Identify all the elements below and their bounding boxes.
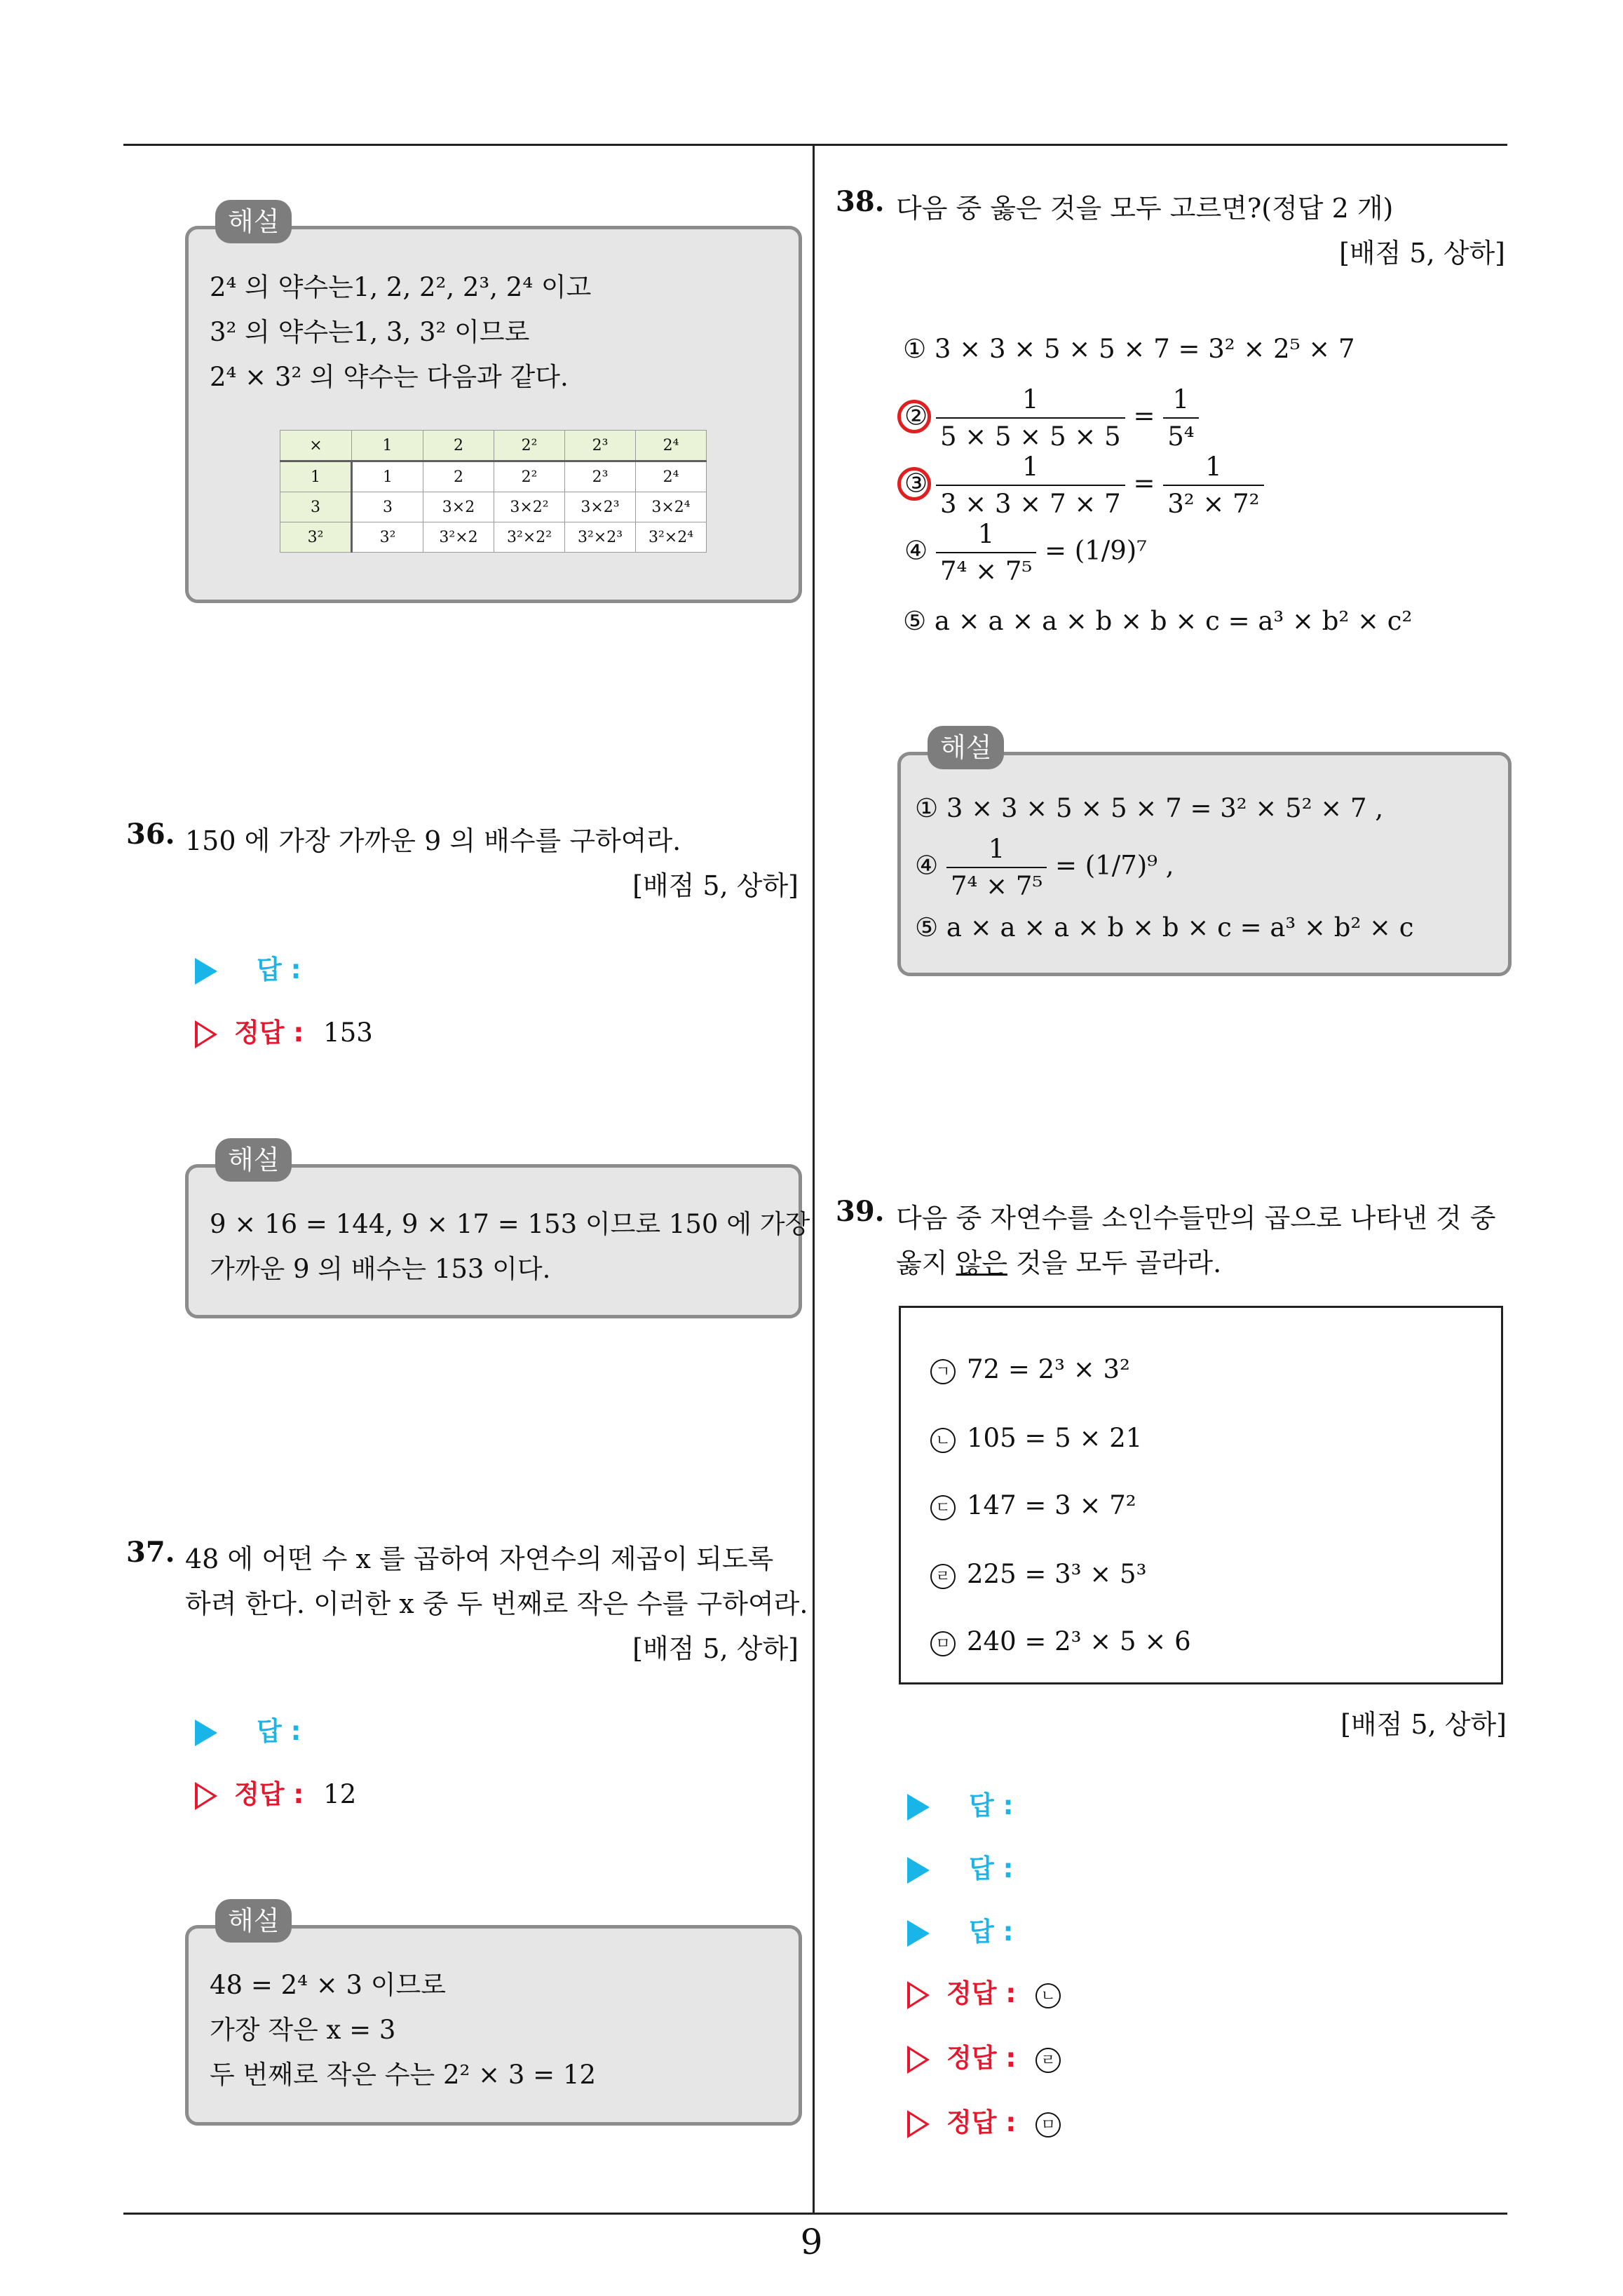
answer-label: 답 : bbox=[257, 1716, 301, 1746]
question-number: 36. bbox=[126, 818, 175, 851]
choice-number: ④ bbox=[904, 535, 928, 566]
numerator: 1 bbox=[946, 834, 1047, 868]
denominator: 3² × 7² bbox=[1167, 489, 1260, 519]
numerator: 1 bbox=[936, 452, 1125, 486]
solution-line bbox=[915, 834, 1174, 901]
fraction bbox=[936, 452, 1125, 519]
rhs-expression: = (1/9)⁷ bbox=[1044, 535, 1147, 566]
answer-arrow-icon bbox=[195, 1720, 217, 1746]
choice-5[interactable]: ⑤ a × a × a × b × b × c = a³ × b² × c² bbox=[903, 606, 1413, 636]
solution-box-q35 bbox=[185, 206, 802, 603]
circled-letter-icon: ㄴ bbox=[930, 1428, 956, 1453]
table-cell: 3²×2² bbox=[494, 522, 565, 553]
table-header-cell: 2 bbox=[423, 431, 494, 461]
solution-line: 3² 의 약수는1, 3, 3² 이므로 bbox=[210, 317, 530, 347]
numerator: 1 bbox=[936, 519, 1036, 553]
correct-value bbox=[1035, 1978, 1072, 2008]
score-label: [배점 5, 상하] bbox=[1339, 238, 1505, 269]
choice-number: ④ bbox=[915, 850, 939, 881]
answer-row[interactable] bbox=[195, 948, 301, 986]
page-number: 9 bbox=[800, 2222, 823, 2262]
solution-line: 가까운 9 의 배수는 153 이다. bbox=[210, 1254, 551, 1284]
answer-label: 답 : bbox=[969, 1917, 1014, 1947]
correct-arrow-icon bbox=[907, 2110, 930, 2138]
correct-label: 정답 : bbox=[946, 2043, 1017, 2073]
answer-row[interactable] bbox=[907, 1847, 1013, 1885]
rhs-expression: = (1/7)⁹ , bbox=[1054, 850, 1174, 881]
solution-line: 48 = 2⁴ × 3 이므로 bbox=[210, 1970, 447, 2000]
denominator: 7⁴ × 7⁵ bbox=[950, 871, 1043, 901]
table-cell: 3×2³ bbox=[565, 492, 636, 522]
table-header-cell: 2³ bbox=[565, 431, 636, 461]
table-cell: 2³ bbox=[565, 461, 636, 492]
table-header-cell: × bbox=[280, 431, 352, 461]
text-segment: 것을 모두 골라라. bbox=[1007, 1248, 1222, 1278]
answer-arrow-icon bbox=[907, 1920, 930, 1947]
text-segment: 옳지 bbox=[896, 1248, 956, 1278]
question-text: 다음 중 자연수를 소인수들만의 곱으로 나타낸 것 중 bbox=[896, 1203, 1496, 1234]
statement-text: 72 = 2³ × 3² bbox=[967, 1354, 1130, 1384]
circled-letter-icon: ㄹ bbox=[1035, 2048, 1061, 2073]
table-header-cell: 1 bbox=[352, 431, 423, 461]
circled-letter-icon: ㅁ bbox=[1035, 2112, 1061, 2138]
answer-arrow-icon bbox=[907, 1857, 930, 1884]
answer-row[interactable] bbox=[195, 1710, 301, 1748]
circled-letter-icon: ㄴ bbox=[1035, 1983, 1061, 2008]
question-text: 150 에 가장 가까운 9 의 배수를 구하여라. bbox=[185, 825, 681, 856]
correct-answer-row bbox=[907, 1972, 1072, 2010]
solution-line: 2⁴ × 3² 의 약수는 다음과 같다. bbox=[210, 362, 569, 392]
correct-answer-row bbox=[195, 1011, 373, 1049]
correct-value: 12 bbox=[323, 1779, 357, 1809]
correct-label: 정답 : bbox=[234, 1779, 304, 1809]
table-cell: 1 bbox=[352, 461, 423, 492]
statement-item[interactable] bbox=[930, 1626, 1191, 1656]
fraction bbox=[1163, 452, 1263, 519]
statement-item[interactable] bbox=[930, 1423, 1142, 1453]
correct-value bbox=[1035, 2043, 1072, 2073]
correct-value bbox=[1035, 2107, 1072, 2138]
statement-text: 240 = 2³ × 5 × 6 bbox=[967, 1626, 1191, 1656]
table-cell: 3²×2 bbox=[423, 522, 494, 553]
fraction bbox=[946, 834, 1047, 901]
solution-tag: 해설 bbox=[215, 1138, 292, 1182]
answer-label: 답 : bbox=[969, 1790, 1014, 1821]
table-cell: 3×2 bbox=[423, 492, 494, 522]
choice-number: ② bbox=[904, 400, 928, 431]
score-label: [배점 5, 상하] bbox=[632, 1633, 799, 1664]
statement-box bbox=[899, 1306, 1503, 1684]
circled-letter-icon: ㄹ bbox=[930, 1564, 956, 1589]
solution-box-q37 bbox=[185, 1905, 802, 2126]
answer-label: 답 : bbox=[969, 1853, 1014, 1884]
fraction bbox=[936, 519, 1036, 586]
choice-2[interactable] bbox=[904, 384, 1199, 452]
choice-number: ③ bbox=[904, 468, 928, 499]
choice-4[interactable] bbox=[904, 519, 1147, 586]
table-row-header: 3² bbox=[280, 522, 352, 553]
circled-letter-icon: ㄷ bbox=[930, 1495, 956, 1520]
question-number: 39. bbox=[836, 1195, 885, 1228]
denominator: 5 × 5 × 5 × 5 bbox=[939, 421, 1121, 452]
question-text: 다음 중 옳은 것을 모두 고르면?(정답 2 개) bbox=[896, 193, 1394, 224]
underlined-word: 않은 bbox=[956, 1248, 1007, 1278]
table-cell: 3² bbox=[352, 522, 423, 553]
table-header-row bbox=[280, 431, 707, 461]
table-header-cell: 2² bbox=[494, 431, 565, 461]
fraction bbox=[1163, 384, 1198, 452]
solution-box-q36 bbox=[185, 1144, 810, 1318]
table-row bbox=[280, 461, 707, 492]
circled-letter-icon: ㅁ bbox=[930, 1631, 956, 1656]
column-divider bbox=[813, 144, 815, 2213]
table-cell: 3×2² bbox=[494, 492, 565, 522]
score-label: [배점 5, 상하] bbox=[1340, 1709, 1507, 1740]
fraction bbox=[936, 384, 1125, 452]
correct-label: 정답 : bbox=[234, 1018, 304, 1048]
question-text: 하려 한다. 이러한 x 중 두 번째로 작은 수를 구하여라. bbox=[185, 1588, 808, 1619]
solution-box-q38 bbox=[897, 732, 1512, 976]
correct-answer-row bbox=[195, 1773, 356, 1811]
table-row-header: 3 bbox=[280, 492, 352, 522]
correct-answer-row bbox=[907, 2037, 1072, 2074]
table-row bbox=[280, 492, 707, 522]
answer-arrow-icon bbox=[907, 1794, 930, 1821]
solution-line: ① 3 × 3 × 5 × 5 × 7 = 3² × 5² × 7 , bbox=[915, 793, 1384, 823]
statement-item[interactable] bbox=[930, 1354, 1130, 1384]
solution-tag: 해설 bbox=[215, 1899, 292, 1943]
table-cell: 3²×2³ bbox=[565, 522, 636, 553]
solution-line: ⑤ a × a × a × b × b × c = a³ × b² × c bbox=[915, 912, 1414, 943]
answer-label: 답 : bbox=[257, 954, 301, 985]
numerator: 1 bbox=[1163, 384, 1198, 419]
statement-text: 105 = 5 × 21 bbox=[967, 1423, 1143, 1453]
denominator: 7⁴ × 7⁵ bbox=[939, 556, 1033, 586]
statement-item[interactable] bbox=[930, 1559, 1146, 1589]
solution-line: 두 번째로 작은 수는 2² × 3 = 12 bbox=[210, 2060, 597, 2090]
divisor-table bbox=[280, 430, 707, 553]
equals-sign: = bbox=[1133, 468, 1155, 499]
numerator: 1 bbox=[1163, 452, 1263, 486]
table-cell: 3²×2⁴ bbox=[636, 522, 707, 553]
question-number: 38. bbox=[836, 185, 885, 218]
statement-item[interactable] bbox=[930, 1490, 1136, 1520]
statement-text: 147 = 3 × 7² bbox=[967, 1490, 1136, 1520]
question-text: 48 에 어떤 수 x 를 곱하여 자연수의 제곱이 되도록 bbox=[185, 1544, 774, 1574]
correct-answer-row bbox=[907, 2101, 1072, 2139]
correct-arrow-icon bbox=[907, 1981, 930, 2009]
correct-value: 153 bbox=[323, 1018, 373, 1048]
choice-3[interactable] bbox=[904, 452, 1264, 519]
answer-row[interactable] bbox=[907, 1784, 1013, 1822]
table-cell: 2⁴ bbox=[636, 461, 707, 492]
question-text bbox=[896, 1241, 1221, 1280]
solution-line: 9 × 16 = 144, 9 × 17 = 153 이므로 150 에 가장 bbox=[210, 1209, 810, 1239]
table-cell: 2² bbox=[494, 461, 565, 492]
denominator: 5⁴ bbox=[1167, 421, 1195, 452]
choice-1[interactable]: ① 3 × 3 × 5 × 5 × 7 = 3² × 2⁵ × 7 bbox=[903, 334, 1355, 364]
question-number: 37. bbox=[126, 1536, 175, 1569]
equals-sign: = bbox=[1133, 400, 1155, 431]
bottom-rule bbox=[123, 2213, 1507, 2215]
score-label: [배점 5, 상하] bbox=[632, 870, 799, 901]
correct-label: 정답 : bbox=[946, 1978, 1017, 2008]
answer-row[interactable] bbox=[907, 1910, 1013, 1948]
top-rule bbox=[123, 144, 1507, 146]
solution-tag: 해설 bbox=[215, 200, 292, 243]
table-cell: 2 bbox=[423, 461, 494, 492]
correct-arrow-icon bbox=[195, 1782, 217, 1810]
answer-arrow-icon bbox=[195, 958, 217, 985]
circled-letter-icon: ㄱ bbox=[930, 1359, 956, 1384]
table-row bbox=[280, 522, 707, 553]
table-header-cell: 2⁴ bbox=[636, 431, 707, 461]
denominator: 3 × 3 × 7 × 7 bbox=[939, 489, 1121, 519]
correct-arrow-icon bbox=[907, 2046, 930, 2074]
solution-tag: 해설 bbox=[928, 726, 1004, 769]
statement-text: 225 = 3³ × 5³ bbox=[967, 1559, 1147, 1589]
numerator: 1 bbox=[936, 384, 1125, 419]
solution-line: 2⁴ 의 약수는1, 2, 2², 2³, 2⁴ 이고 bbox=[210, 272, 592, 302]
table-cell: 3 bbox=[352, 492, 423, 522]
table-cell: 3×2⁴ bbox=[636, 492, 707, 522]
table-row-header: 1 bbox=[280, 461, 352, 492]
solution-line: 가장 작은 x = 3 bbox=[210, 2015, 396, 2045]
correct-label: 정답 : bbox=[946, 2107, 1017, 2138]
correct-arrow-icon bbox=[195, 1020, 217, 1048]
